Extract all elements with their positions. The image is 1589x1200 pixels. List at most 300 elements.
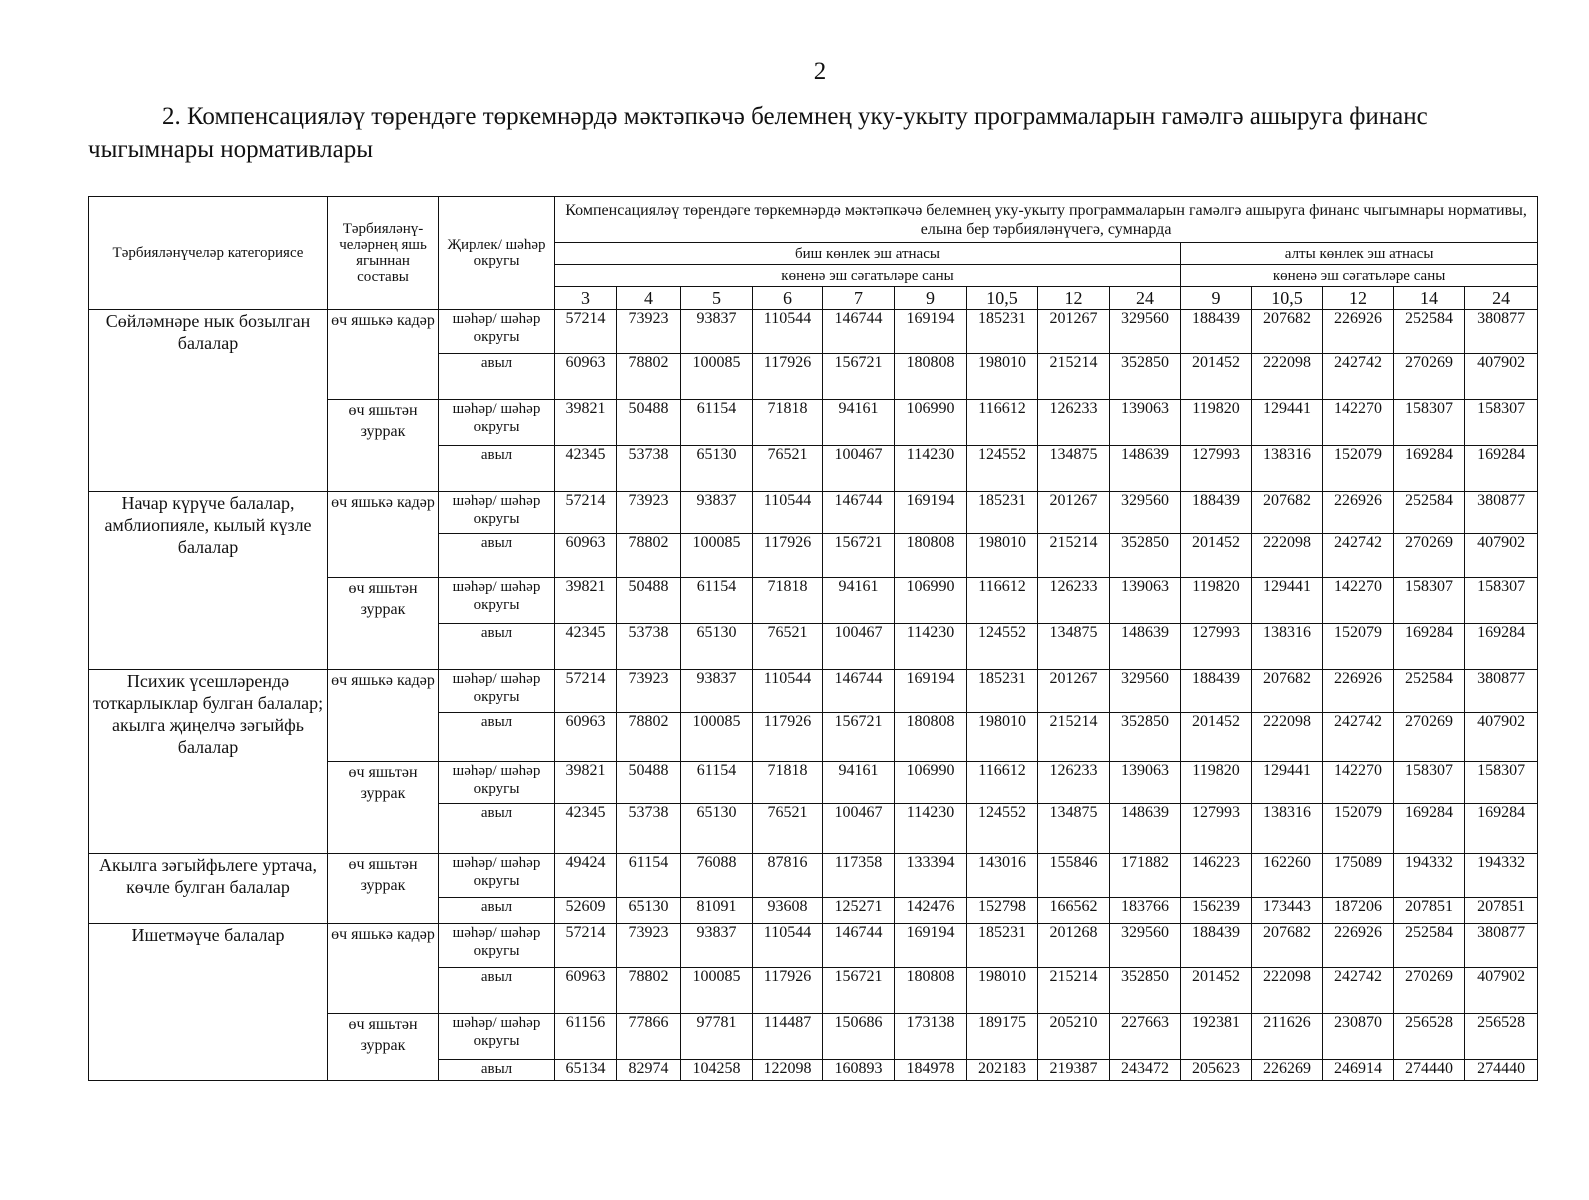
- location-cell: авыл: [439, 534, 555, 578]
- value-cell: 162260: [1252, 854, 1323, 898]
- value-cell: 129441: [1252, 578, 1323, 624]
- value-cell: 71818: [753, 400, 823, 446]
- value-cell: 246914: [1323, 1060, 1394, 1081]
- value-cell: 169194: [895, 670, 967, 713]
- value-cell: 81091: [681, 898, 753, 924]
- page-number: 2: [813, 58, 827, 85]
- value-cell: 194332: [1394, 854, 1465, 898]
- five-day-hours-1: 3: [555, 287, 617, 310]
- value-cell: 116612: [967, 578, 1038, 624]
- value-cell: 60963: [555, 534, 617, 578]
- value-cell: 61154: [681, 400, 753, 446]
- value-cell: 146744: [823, 492, 895, 534]
- value-cell: 270269: [1394, 713, 1465, 762]
- value-cell: 39821: [555, 762, 617, 804]
- value-cell: 65130: [681, 446, 753, 492]
- value-cell: 222098: [1252, 354, 1323, 400]
- value-cell: 242742: [1323, 534, 1394, 578]
- value-cell: 61154: [617, 854, 681, 898]
- value-cell: 124552: [967, 446, 1038, 492]
- header-age: Тəрбияләнү-челәрнең яшь ягыннан составы: [328, 197, 439, 310]
- value-cell: 380877: [1465, 310, 1538, 354]
- value-cell: 169194: [895, 492, 967, 534]
- value-cell: 73923: [617, 492, 681, 534]
- value-cell: 117926: [753, 968, 823, 1014]
- five-day-hours-5: 7: [823, 287, 895, 310]
- location-cell: шəһəр/ шəһəр округы: [439, 762, 555, 804]
- value-cell: 94161: [823, 400, 895, 446]
- location-cell: шəһəр/ шəһəр округы: [439, 492, 555, 534]
- value-cell: 133394: [895, 854, 967, 898]
- value-cell: 156721: [823, 534, 895, 578]
- table-row: [89, 924, 1538, 968]
- value-cell: 65134: [555, 1060, 617, 1081]
- value-cell: 158307: [1465, 762, 1538, 804]
- value-cell: 227663: [1110, 1014, 1181, 1060]
- value-cell: 110544: [753, 924, 823, 968]
- value-cell: 100467: [823, 804, 895, 854]
- header-five-day-week: биш көнлек эш атнасы: [555, 243, 1181, 265]
- value-cell: 110544: [753, 492, 823, 534]
- value-cell: 117926: [753, 354, 823, 400]
- value-cell: 192381: [1181, 1014, 1252, 1060]
- value-cell: 207851: [1394, 898, 1465, 924]
- value-cell: 173138: [895, 1014, 967, 1060]
- value-cell: 380877: [1465, 492, 1538, 534]
- value-cell: 57214: [555, 310, 617, 354]
- value-cell: 78802: [617, 968, 681, 1014]
- value-cell: 106990: [895, 400, 967, 446]
- value-cell: 76521: [753, 446, 823, 492]
- value-cell: 122098: [753, 1060, 823, 1081]
- value-cell: 148639: [1110, 446, 1181, 492]
- value-cell: 76088: [681, 854, 753, 898]
- value-cell: 53738: [617, 446, 681, 492]
- value-cell: 185231: [967, 492, 1038, 534]
- header-six-day-week: алты көнлек эш атнасы: [1181, 243, 1538, 265]
- value-cell: 189175: [967, 1014, 1038, 1060]
- location-cell: шəһəр/ шəһəр округы: [439, 400, 555, 446]
- value-cell: 207682: [1252, 310, 1323, 354]
- value-cell: 205623: [1181, 1060, 1252, 1081]
- header-hours-five: көненə эш сəгатьләре саны: [555, 265, 1181, 287]
- location-cell: авыл: [439, 804, 555, 854]
- value-cell: 61156: [555, 1014, 617, 1060]
- value-cell: 215214: [1038, 968, 1110, 1014]
- value-cell: 125271: [823, 898, 895, 924]
- value-cell: 156239: [1181, 898, 1252, 924]
- value-cell: 152079: [1323, 624, 1394, 670]
- location-cell: шəһəр/ шəһəр округы: [439, 854, 555, 898]
- value-cell: 329560: [1110, 670, 1181, 713]
- category-cell: Акылга зəгыйфьлеге уртача, көчле булган балалар: [89, 854, 328, 924]
- value-cell: 352850: [1110, 354, 1181, 400]
- age-cell: өч яшькə кадəр: [328, 670, 439, 762]
- value-cell: 185231: [967, 310, 1038, 354]
- value-cell: 126233: [1038, 762, 1110, 804]
- value-cell: 127993: [1181, 624, 1252, 670]
- value-cell: 329560: [1110, 492, 1181, 534]
- value-cell: 114230: [895, 624, 967, 670]
- value-cell: 134875: [1038, 624, 1110, 670]
- value-cell: 104258: [681, 1060, 753, 1081]
- value-cell: 146223: [1181, 854, 1252, 898]
- value-cell: 78802: [617, 534, 681, 578]
- value-cell: 242742: [1323, 968, 1394, 1014]
- value-cell: 116612: [967, 762, 1038, 804]
- value-cell: 129441: [1252, 762, 1323, 804]
- value-cell: 146744: [823, 310, 895, 354]
- location-cell: авыл: [439, 446, 555, 492]
- five-day-hours-6: 9: [895, 287, 967, 310]
- value-cell: 93837: [681, 492, 753, 534]
- value-cell: 352850: [1110, 534, 1181, 578]
- value-cell: 158307: [1394, 762, 1465, 804]
- value-cell: 127993: [1181, 804, 1252, 854]
- value-cell: 100467: [823, 446, 895, 492]
- value-cell: 57214: [555, 492, 617, 534]
- value-cell: 61154: [681, 578, 753, 624]
- value-cell: 180808: [895, 713, 967, 762]
- value-cell: 139063: [1110, 578, 1181, 624]
- value-cell: 97781: [681, 1014, 753, 1060]
- value-cell: 198010: [967, 534, 1038, 578]
- value-cell: 138316: [1252, 624, 1323, 670]
- age-cell: өч яшьтəн зуррак: [328, 762, 439, 854]
- value-cell: 100085: [681, 968, 753, 1014]
- header-main: Компенсациялəү төрендəге төркемнəрдə мəктəпкəчə белемнең уку-укыту программаларын гамəлгə ашыруга финанс чыгымнары нормативы, елына бер тəрбияләнүчегə, сумнарда: [555, 197, 1538, 243]
- value-cell: 124552: [967, 624, 1038, 670]
- value-cell: 119820: [1181, 578, 1252, 624]
- value-cell: 139063: [1110, 400, 1181, 446]
- value-cell: 226269: [1252, 1060, 1323, 1081]
- value-cell: 158307: [1465, 400, 1538, 446]
- value-cell: 222098: [1252, 713, 1323, 762]
- header-category: Тəрбияләнүчеләр категориясе: [89, 197, 328, 310]
- value-cell: 270269: [1394, 534, 1465, 578]
- value-cell: 380877: [1465, 924, 1538, 968]
- value-cell: 49424: [555, 854, 617, 898]
- six-day-hours-5: 24: [1465, 287, 1538, 310]
- value-cell: 73923: [617, 670, 681, 713]
- value-cell: 78802: [617, 354, 681, 400]
- value-cell: 52609: [555, 898, 617, 924]
- age-cell: өч яшькə кадəр: [328, 492, 439, 578]
- value-cell: 134875: [1038, 804, 1110, 854]
- value-cell: 207851: [1465, 898, 1538, 924]
- five-day-hours-4: 6: [753, 287, 823, 310]
- value-cell: 119820: [1181, 400, 1252, 446]
- value-cell: 77866: [617, 1014, 681, 1060]
- value-cell: 117926: [753, 534, 823, 578]
- value-cell: 71818: [753, 762, 823, 804]
- value-cell: 243472: [1110, 1060, 1181, 1081]
- value-cell: 114230: [895, 446, 967, 492]
- value-cell: 152079: [1323, 446, 1394, 492]
- value-cell: 252584: [1394, 670, 1465, 713]
- value-cell: 129441: [1252, 400, 1323, 446]
- value-cell: 50488: [617, 762, 681, 804]
- value-cell: 274440: [1465, 1060, 1538, 1081]
- value-cell: 201452: [1181, 354, 1252, 400]
- value-cell: 211626: [1252, 1014, 1323, 1060]
- value-cell: 93837: [681, 670, 753, 713]
- value-cell: 39821: [555, 578, 617, 624]
- age-cell: өч яшьтəн зуррак: [328, 400, 439, 492]
- value-cell: 60963: [555, 713, 617, 762]
- value-cell: 146744: [823, 670, 895, 713]
- value-cell: 352850: [1110, 968, 1181, 1014]
- value-cell: 148639: [1110, 804, 1181, 854]
- value-cell: 169284: [1394, 624, 1465, 670]
- six-day-hours-1: 9: [1181, 287, 1252, 310]
- document-title: 2. Компенсациялəү төрендəге төркемнəрдə мəктəпкəчə белемнең уку-укыту программаларын гамəлгə ашыруга финанс чыгымнары нормативлары: [88, 103, 1428, 163]
- six-day-hours-2: 10,5: [1252, 287, 1323, 310]
- value-cell: 352850: [1110, 713, 1181, 762]
- value-cell: 198010: [967, 354, 1038, 400]
- value-cell: 116612: [967, 400, 1038, 446]
- value-cell: 222098: [1252, 968, 1323, 1014]
- value-cell: 106990: [895, 762, 967, 804]
- age-cell: өч яшькə кадəр: [328, 924, 439, 1014]
- value-cell: 215214: [1038, 713, 1110, 762]
- six-day-hours-4: 14: [1394, 287, 1465, 310]
- value-cell: 201267: [1038, 492, 1110, 534]
- value-cell: 60963: [555, 354, 617, 400]
- value-cell: 100085: [681, 534, 753, 578]
- value-cell: 150686: [823, 1014, 895, 1060]
- value-cell: 42345: [555, 804, 617, 854]
- location-cell: авыл: [439, 624, 555, 670]
- location-cell: шəһəр/ шəһəр округы: [439, 1014, 555, 1060]
- value-cell: 78802: [617, 713, 681, 762]
- six-day-hours-3: 12: [1323, 287, 1394, 310]
- value-cell: 119820: [1181, 762, 1252, 804]
- value-cell: 100467: [823, 624, 895, 670]
- value-cell: 219387: [1038, 1060, 1110, 1081]
- value-cell: 242742: [1323, 354, 1394, 400]
- value-cell: 194332: [1465, 854, 1538, 898]
- value-cell: 100085: [681, 354, 753, 400]
- value-cell: 60963: [555, 968, 617, 1014]
- value-cell: 50488: [617, 578, 681, 624]
- value-cell: 201452: [1181, 713, 1252, 762]
- value-cell: 166562: [1038, 898, 1110, 924]
- location-cell: шəһəр/ шəһəр округы: [439, 578, 555, 624]
- value-cell: 270269: [1394, 968, 1465, 1014]
- value-cell: 142270: [1323, 762, 1394, 804]
- location-cell: авыл: [439, 898, 555, 924]
- value-cell: 106990: [895, 578, 967, 624]
- value-cell: 134875: [1038, 446, 1110, 492]
- value-cell: 152079: [1323, 804, 1394, 854]
- value-cell: 50488: [617, 400, 681, 446]
- value-cell: 252584: [1394, 924, 1465, 968]
- value-cell: 201267: [1038, 310, 1110, 354]
- table-row: [89, 310, 1538, 354]
- value-cell: 110544: [753, 310, 823, 354]
- value-cell: 57214: [555, 924, 617, 968]
- location-cell: авыл: [439, 1060, 555, 1081]
- value-cell: 226926: [1323, 670, 1394, 713]
- value-cell: 242742: [1323, 713, 1394, 762]
- value-cell: 329560: [1110, 924, 1181, 968]
- header-location: Җирлек/ шəһəр округы: [439, 197, 555, 310]
- value-cell: 180808: [895, 968, 967, 1014]
- value-cell: 169284: [1394, 446, 1465, 492]
- value-cell: 169284: [1394, 804, 1465, 854]
- value-cell: 222098: [1252, 534, 1323, 578]
- value-cell: 198010: [967, 968, 1038, 1014]
- value-cell: 39821: [555, 400, 617, 446]
- value-cell: 274440: [1394, 1060, 1465, 1081]
- value-cell: 180808: [895, 354, 967, 400]
- value-cell: 207682: [1252, 492, 1323, 534]
- value-cell: 175089: [1323, 854, 1394, 898]
- value-cell: 142270: [1323, 578, 1394, 624]
- location-cell: авыл: [439, 354, 555, 400]
- location-cell: авыл: [439, 713, 555, 762]
- value-cell: 407902: [1465, 968, 1538, 1014]
- value-cell: 76521: [753, 804, 823, 854]
- value-cell: 156721: [823, 713, 895, 762]
- five-day-hours-2: 4: [617, 287, 681, 310]
- value-cell: 183766: [1110, 898, 1181, 924]
- value-cell: 73923: [617, 924, 681, 968]
- value-cell: 205210: [1038, 1014, 1110, 1060]
- value-cell: 142476: [895, 898, 967, 924]
- value-cell: 117358: [823, 854, 895, 898]
- value-cell: 93608: [753, 898, 823, 924]
- value-cell: 188439: [1181, 670, 1252, 713]
- value-cell: 169194: [895, 310, 967, 354]
- value-cell: 42345: [555, 446, 617, 492]
- location-cell: шəһəр/ шəһəр округы: [439, 310, 555, 354]
- value-cell: 100085: [681, 713, 753, 762]
- value-cell: 156721: [823, 354, 895, 400]
- value-cell: 158307: [1394, 578, 1465, 624]
- value-cell: 73923: [617, 310, 681, 354]
- category-cell: Психик үсешлəрендə тоткарлыклар булган балалар; акылга җиңелчə зəгыйфь балалар: [89, 670, 328, 854]
- value-cell: 207682: [1252, 924, 1323, 968]
- category-cell: Сөйлəмнəре нык бозылган балалар: [89, 310, 328, 492]
- value-cell: 185231: [967, 670, 1038, 713]
- value-cell: 252584: [1394, 310, 1465, 354]
- value-cell: 143016: [967, 854, 1038, 898]
- value-cell: 180808: [895, 534, 967, 578]
- value-cell: 226926: [1323, 310, 1394, 354]
- value-cell: 252584: [1394, 492, 1465, 534]
- value-cell: 198010: [967, 713, 1038, 762]
- value-cell: 215214: [1038, 534, 1110, 578]
- value-cell: 256528: [1465, 1014, 1538, 1060]
- category-cell: Начар күрүче балалар, амблиопияле, кылый күзле балалар: [89, 492, 328, 670]
- value-cell: 110544: [753, 670, 823, 713]
- value-cell: 93837: [681, 310, 753, 354]
- age-cell: өч яшькə кадəр: [328, 310, 439, 400]
- value-cell: 71818: [753, 578, 823, 624]
- value-cell: 76521: [753, 624, 823, 670]
- value-cell: 202183: [967, 1060, 1038, 1081]
- value-cell: 93837: [681, 924, 753, 968]
- location-cell: авыл: [439, 968, 555, 1014]
- value-cell: 155846: [1038, 854, 1110, 898]
- value-cell: 142270: [1323, 400, 1394, 446]
- header-hours-six: көненə эш сəгатьләре саны: [1181, 265, 1538, 287]
- value-cell: 124552: [967, 804, 1038, 854]
- value-cell: 126233: [1038, 400, 1110, 446]
- value-cell: 53738: [617, 804, 681, 854]
- value-cell: 187206: [1323, 898, 1394, 924]
- value-cell: 82974: [617, 1060, 681, 1081]
- table-row: [89, 492, 1538, 534]
- value-cell: 138316: [1252, 804, 1323, 854]
- value-cell: 148639: [1110, 624, 1181, 670]
- value-cell: 117926: [753, 713, 823, 762]
- value-cell: 201452: [1181, 968, 1252, 1014]
- value-cell: 53738: [617, 624, 681, 670]
- norms-table: [88, 196, 1538, 1081]
- five-day-hours-8: 12: [1038, 287, 1110, 310]
- value-cell: 207682: [1252, 670, 1323, 713]
- value-cell: 156721: [823, 968, 895, 1014]
- value-cell: 184978: [895, 1060, 967, 1081]
- value-cell: 188439: [1181, 310, 1252, 354]
- location-cell: шəһəр/ шəһəр округы: [439, 924, 555, 968]
- value-cell: 407902: [1465, 713, 1538, 762]
- value-cell: 256528: [1394, 1014, 1465, 1060]
- value-cell: 42345: [555, 624, 617, 670]
- table-row: [89, 854, 1538, 898]
- value-cell: 169194: [895, 924, 967, 968]
- value-cell: 138316: [1252, 446, 1323, 492]
- five-day-hours-3: 5: [681, 287, 753, 310]
- value-cell: 114230: [895, 804, 967, 854]
- age-cell: өч яшьтəн зуррак: [328, 1014, 439, 1081]
- value-cell: 65130: [681, 624, 753, 670]
- value-cell: 201267: [1038, 670, 1110, 713]
- value-cell: 226926: [1323, 924, 1394, 968]
- value-cell: 158307: [1465, 578, 1538, 624]
- value-cell: 126233: [1038, 578, 1110, 624]
- value-cell: 329560: [1110, 310, 1181, 354]
- location-cell: шəһəр/ шəһəр округы: [439, 670, 555, 713]
- value-cell: 152798: [967, 898, 1038, 924]
- value-cell: 160893: [823, 1060, 895, 1081]
- value-cell: 215214: [1038, 354, 1110, 400]
- category-cell: Ишетмəүче балалар: [89, 924, 328, 1081]
- value-cell: 407902: [1465, 534, 1538, 578]
- value-cell: 188439: [1181, 492, 1252, 534]
- table-row: [89, 670, 1538, 713]
- value-cell: 139063: [1110, 762, 1181, 804]
- value-cell: 61154: [681, 762, 753, 804]
- value-cell: 146744: [823, 924, 895, 968]
- value-cell: 94161: [823, 578, 895, 624]
- value-cell: 65130: [617, 898, 681, 924]
- age-cell: өч яшьтəн зуррак: [328, 854, 439, 924]
- value-cell: 407902: [1465, 354, 1538, 400]
- value-cell: 169284: [1465, 624, 1538, 670]
- value-cell: 173443: [1252, 898, 1323, 924]
- value-cell: 270269: [1394, 354, 1465, 400]
- value-cell: 127993: [1181, 446, 1252, 492]
- value-cell: 87816: [753, 854, 823, 898]
- value-cell: 94161: [823, 762, 895, 804]
- value-cell: 65130: [681, 804, 753, 854]
- value-cell: 188439: [1181, 924, 1252, 968]
- value-cell: 226926: [1323, 492, 1394, 534]
